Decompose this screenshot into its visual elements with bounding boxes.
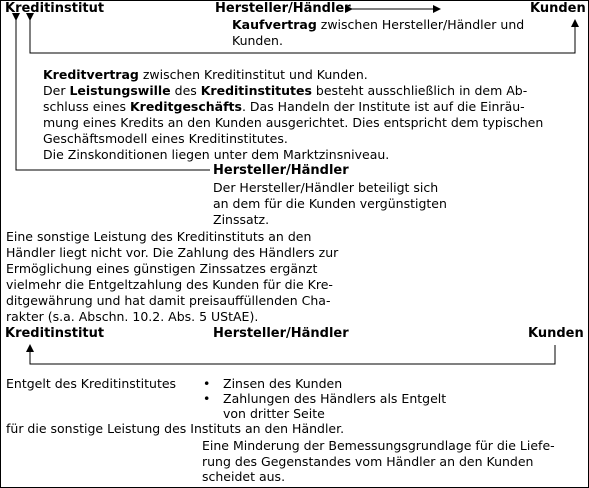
kreditvertrag-l3-b: . Das Handeln der Institute ist auf die Einräu- <box>241 99 525 114</box>
haendler-box-line3: Zinssatz. <box>213 212 270 227</box>
kaufvertrag-line2: Kunden. <box>232 33 283 48</box>
kreditvertrag-l2-a: Der <box>43 83 70 98</box>
kaufvertrag-line1 <box>232 17 524 33</box>
kreditvertrag-line5: Geschäftsmodell eines Kreditinstitutes. <box>43 131 288 146</box>
haendler-box-title: Hersteller/Händler <box>213 163 349 178</box>
kaufvertrag-bold: Kaufvertrag <box>232 17 317 32</box>
sonstige-line1: Eine sonstige Leistung des Kreditinstituts an den <box>6 229 312 244</box>
header1-kunden: Kunden <box>530 1 586 16</box>
header2-kreditinstitut: Kreditinstitut <box>5 326 105 341</box>
bullet-icon: • <box>203 376 211 391</box>
kreditvertrag-line2 <box>43 83 527 99</box>
entgelt-arrow <box>30 345 555 364</box>
kreditvertrag-line1 <box>43 67 368 83</box>
minderung-line1: Eine Minderung der Bemessungsgrundlage für die Liefe- <box>202 438 555 453</box>
minderung-line2: rung des Gegenstandes vom Händler an den Kunden <box>202 454 534 469</box>
kreditvertrag-line6: Die Zinskonditionen liegen unter dem Marktzinsniveau. <box>43 147 390 162</box>
haendler-box-line2: an dem für die Kunden vergünstigten <box>213 196 447 211</box>
minderung-line3: scheidet aus. <box>202 469 286 484</box>
sonstige-line6: rakter (s.a. Abschn. 10.2. Abs. 5 UStAE). <box>6 309 259 324</box>
kreditvertrag-l1-rest: zwischen Kreditinstitut und Kunden. <box>138 67 368 82</box>
kreditvertrag-bold: Kreditvertrag <box>43 67 139 82</box>
kreditvertrag-l2-bold1: Leistungswille <box>69 83 171 98</box>
haendler-box-line1: Der Hersteller/Händler beteiligt sich <box>213 180 439 195</box>
bullet1-text: Zinsen des Kunden <box>223 376 343 391</box>
header1-kreditinstitut: Kreditinstitut <box>5 1 105 16</box>
bullet2-line1: Zahlungen des Händlers als Entgelt <box>223 391 447 406</box>
bullet2-line2: von dritter Seite <box>223 406 325 421</box>
kreditvertrag-l3-bold: Kreditgeschäfts <box>129 99 242 114</box>
sonstige-leistung-label: für die sonstige Leistung des Instituts an den Händler. <box>6 421 345 436</box>
kaufvertrag-rest: zwischen Hersteller/Händler und <box>316 17 525 32</box>
kreditvertrag-l2-bold2: Kreditinstitutes <box>200 83 312 98</box>
kreditvertrag-l2-c: besteht ausschließlich in dem Ab- <box>311 83 528 98</box>
bullet-icon: • <box>203 391 211 406</box>
kreditvertrag-line3 <box>43 99 525 115</box>
sonstige-line4: vielmehr die Entgeltzahlung des Kunden für die Kre- <box>6 277 333 292</box>
kreditvertrag-l2-b: des <box>170 83 201 98</box>
kreditvertrag-l3-a: schluss eines <box>43 99 130 114</box>
sonstige-line2: Händler liegt nicht vor. Die Zahlung des Händlers zur <box>6 245 339 260</box>
entgelt-label: Entgelt des Kreditinstitutes <box>6 376 177 391</box>
header2-haendler: Hersteller/Händler <box>213 326 349 341</box>
header2-kunden: Kunden <box>528 326 584 341</box>
header1-haendler: Hersteller/Händler <box>215 1 351 16</box>
sonstige-line3: Ermöglichung eines günstigen Zinssatzes ergänzt <box>6 261 318 276</box>
sonstige-line5: ditgewährung und hat damit preisauffüllenden Cha- <box>6 293 331 308</box>
kreditvertrag-line4: mung eines Kredits an den Kunden ausgerichtet. Dies entspricht dem typischen <box>43 115 544 130</box>
